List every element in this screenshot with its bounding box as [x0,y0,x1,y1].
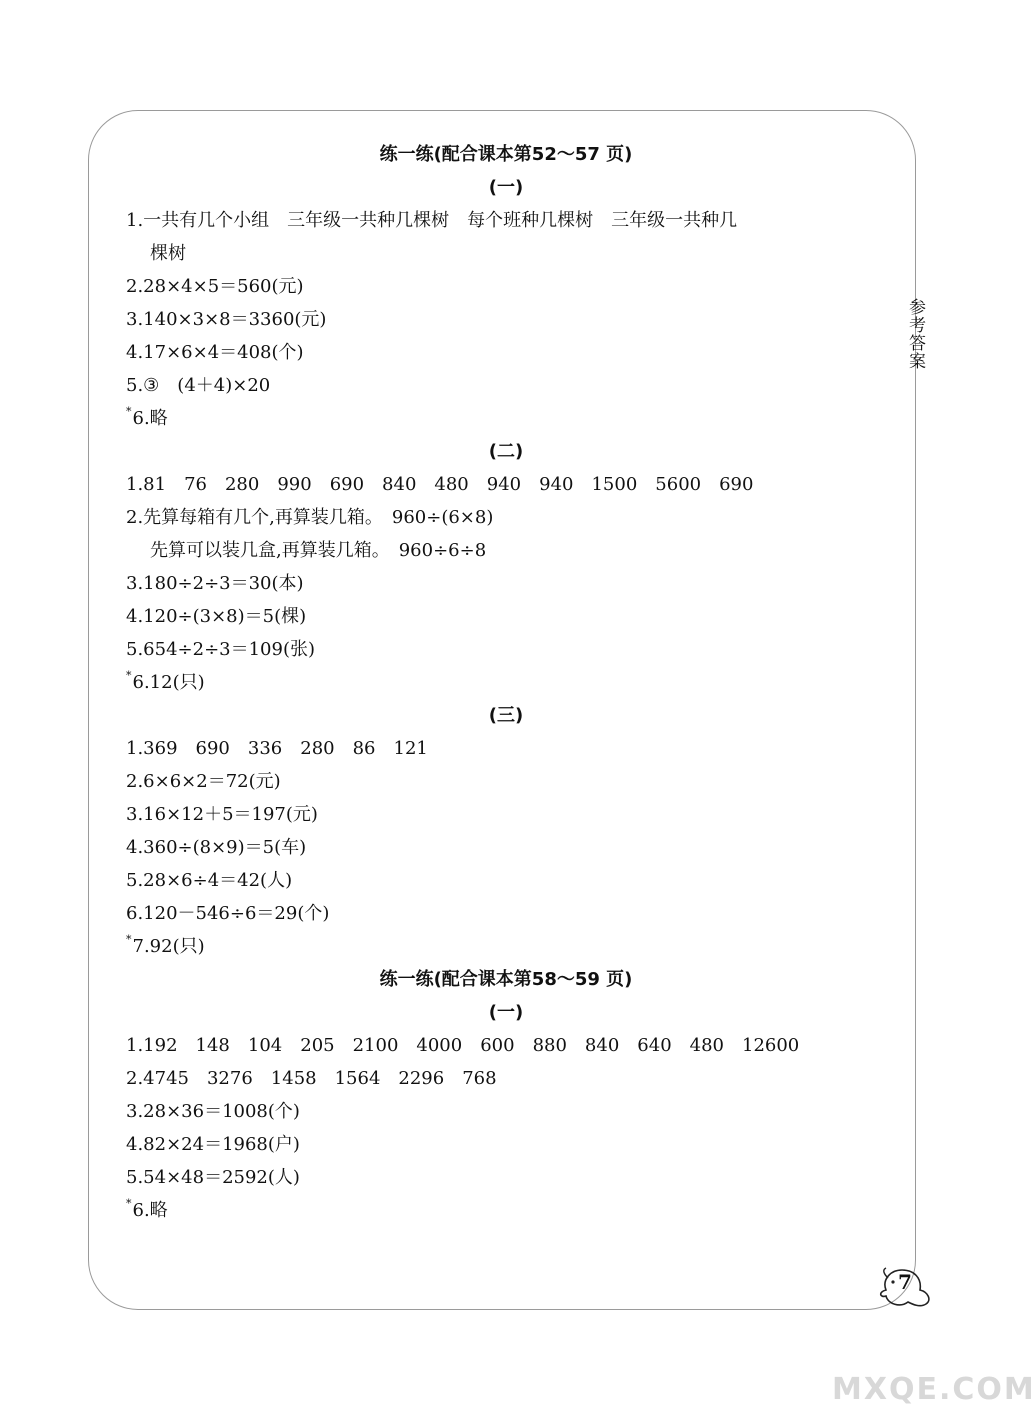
answer-line: 棵树 [150,243,186,264]
answer-line: 2.6×6×2＝72(元) [126,771,281,792]
page-number-badge [876,1262,936,1312]
answer-line-optional [126,666,886,699]
optional-star-mark: * [126,405,132,418]
section-title: 练一练(配合课本第52～57 页) [379,144,633,165]
answer-line: 1.一共有几个小组 三年级一共种几棵树 每个班种几棵树 三年级一共种几 [126,210,738,231]
part-title: (一) [488,1002,524,1023]
watermark: MXQE.COM [832,1372,1036,1407]
answer-line: 1.192 148 104 205 2100 4000 600 880 840 640 480 12600 [126,1035,800,1056]
answer-line-optional [126,1194,886,1227]
optional-star-mark: * [126,1197,132,1210]
answer-text: 6.略 [132,408,168,429]
optional-star-mark: * [126,669,132,682]
answer-line: 5.③ (4＋4)×20 [126,375,271,396]
answer-line: 5.54×48＝2592(人) [126,1167,300,1188]
section-title: 练一练(配合课本第58～59 页) [379,969,633,990]
part-title: (三) [488,705,524,726]
answer-line: 1.81 76 280 990 690 840 480 940 940 1500 5600 690 [126,474,754,495]
answer-line: 4.360÷(8×9)＝5(车) [126,837,307,858]
answer-text: 6.12(只) [132,672,205,693]
answer-line: 3.16×12＋5＝197(元) [126,804,318,825]
side-tab-label: 参考答案 [905,298,925,370]
answer-line: 4.120÷(3×8)＝5(棵) [126,606,307,627]
answer-line: 5.654÷2÷3＝109(张) [126,639,315,660]
answer-line: 2.4745 3276 1458 1564 2296 768 [126,1068,497,1089]
answer-line: 1.369 690 336 280 86 121 [126,738,428,759]
answer-line: 4.82×24＝1968(户) [126,1134,300,1155]
answer-line: 先算可以装几盒,再算装几箱。 960÷6÷8 [150,540,487,561]
answer-line: 2.28×4×5＝560(元) [126,276,304,297]
answer-line: 6.120－546÷6＝29(个) [126,903,330,924]
part-title: (一) [488,177,524,198]
answer-content [126,138,886,1227]
part-title: (二) [488,441,524,462]
answer-line: 3.140×3×8＝3360(元) [126,309,327,330]
answer-line-optional [126,402,886,435]
optional-star-mark: * [126,933,132,946]
answer-line: 5.28×6÷4＝42(人) [126,870,293,891]
answer-line: 3.180÷2÷3＝30(本) [126,573,304,594]
answer-text: 7.92(只) [132,936,205,957]
answer-line-optional [126,930,886,963]
answer-line: 4.17×6×4＝408(个) [126,342,304,363]
answer-text: 6.略 [132,1200,168,1221]
answer-line: 3.28×36＝1008(个) [126,1101,300,1122]
answer-line: 2.先算每箱有几个,再算装几箱。 960÷(6×8) [126,507,494,528]
page-number: 7 [898,1270,912,1294]
